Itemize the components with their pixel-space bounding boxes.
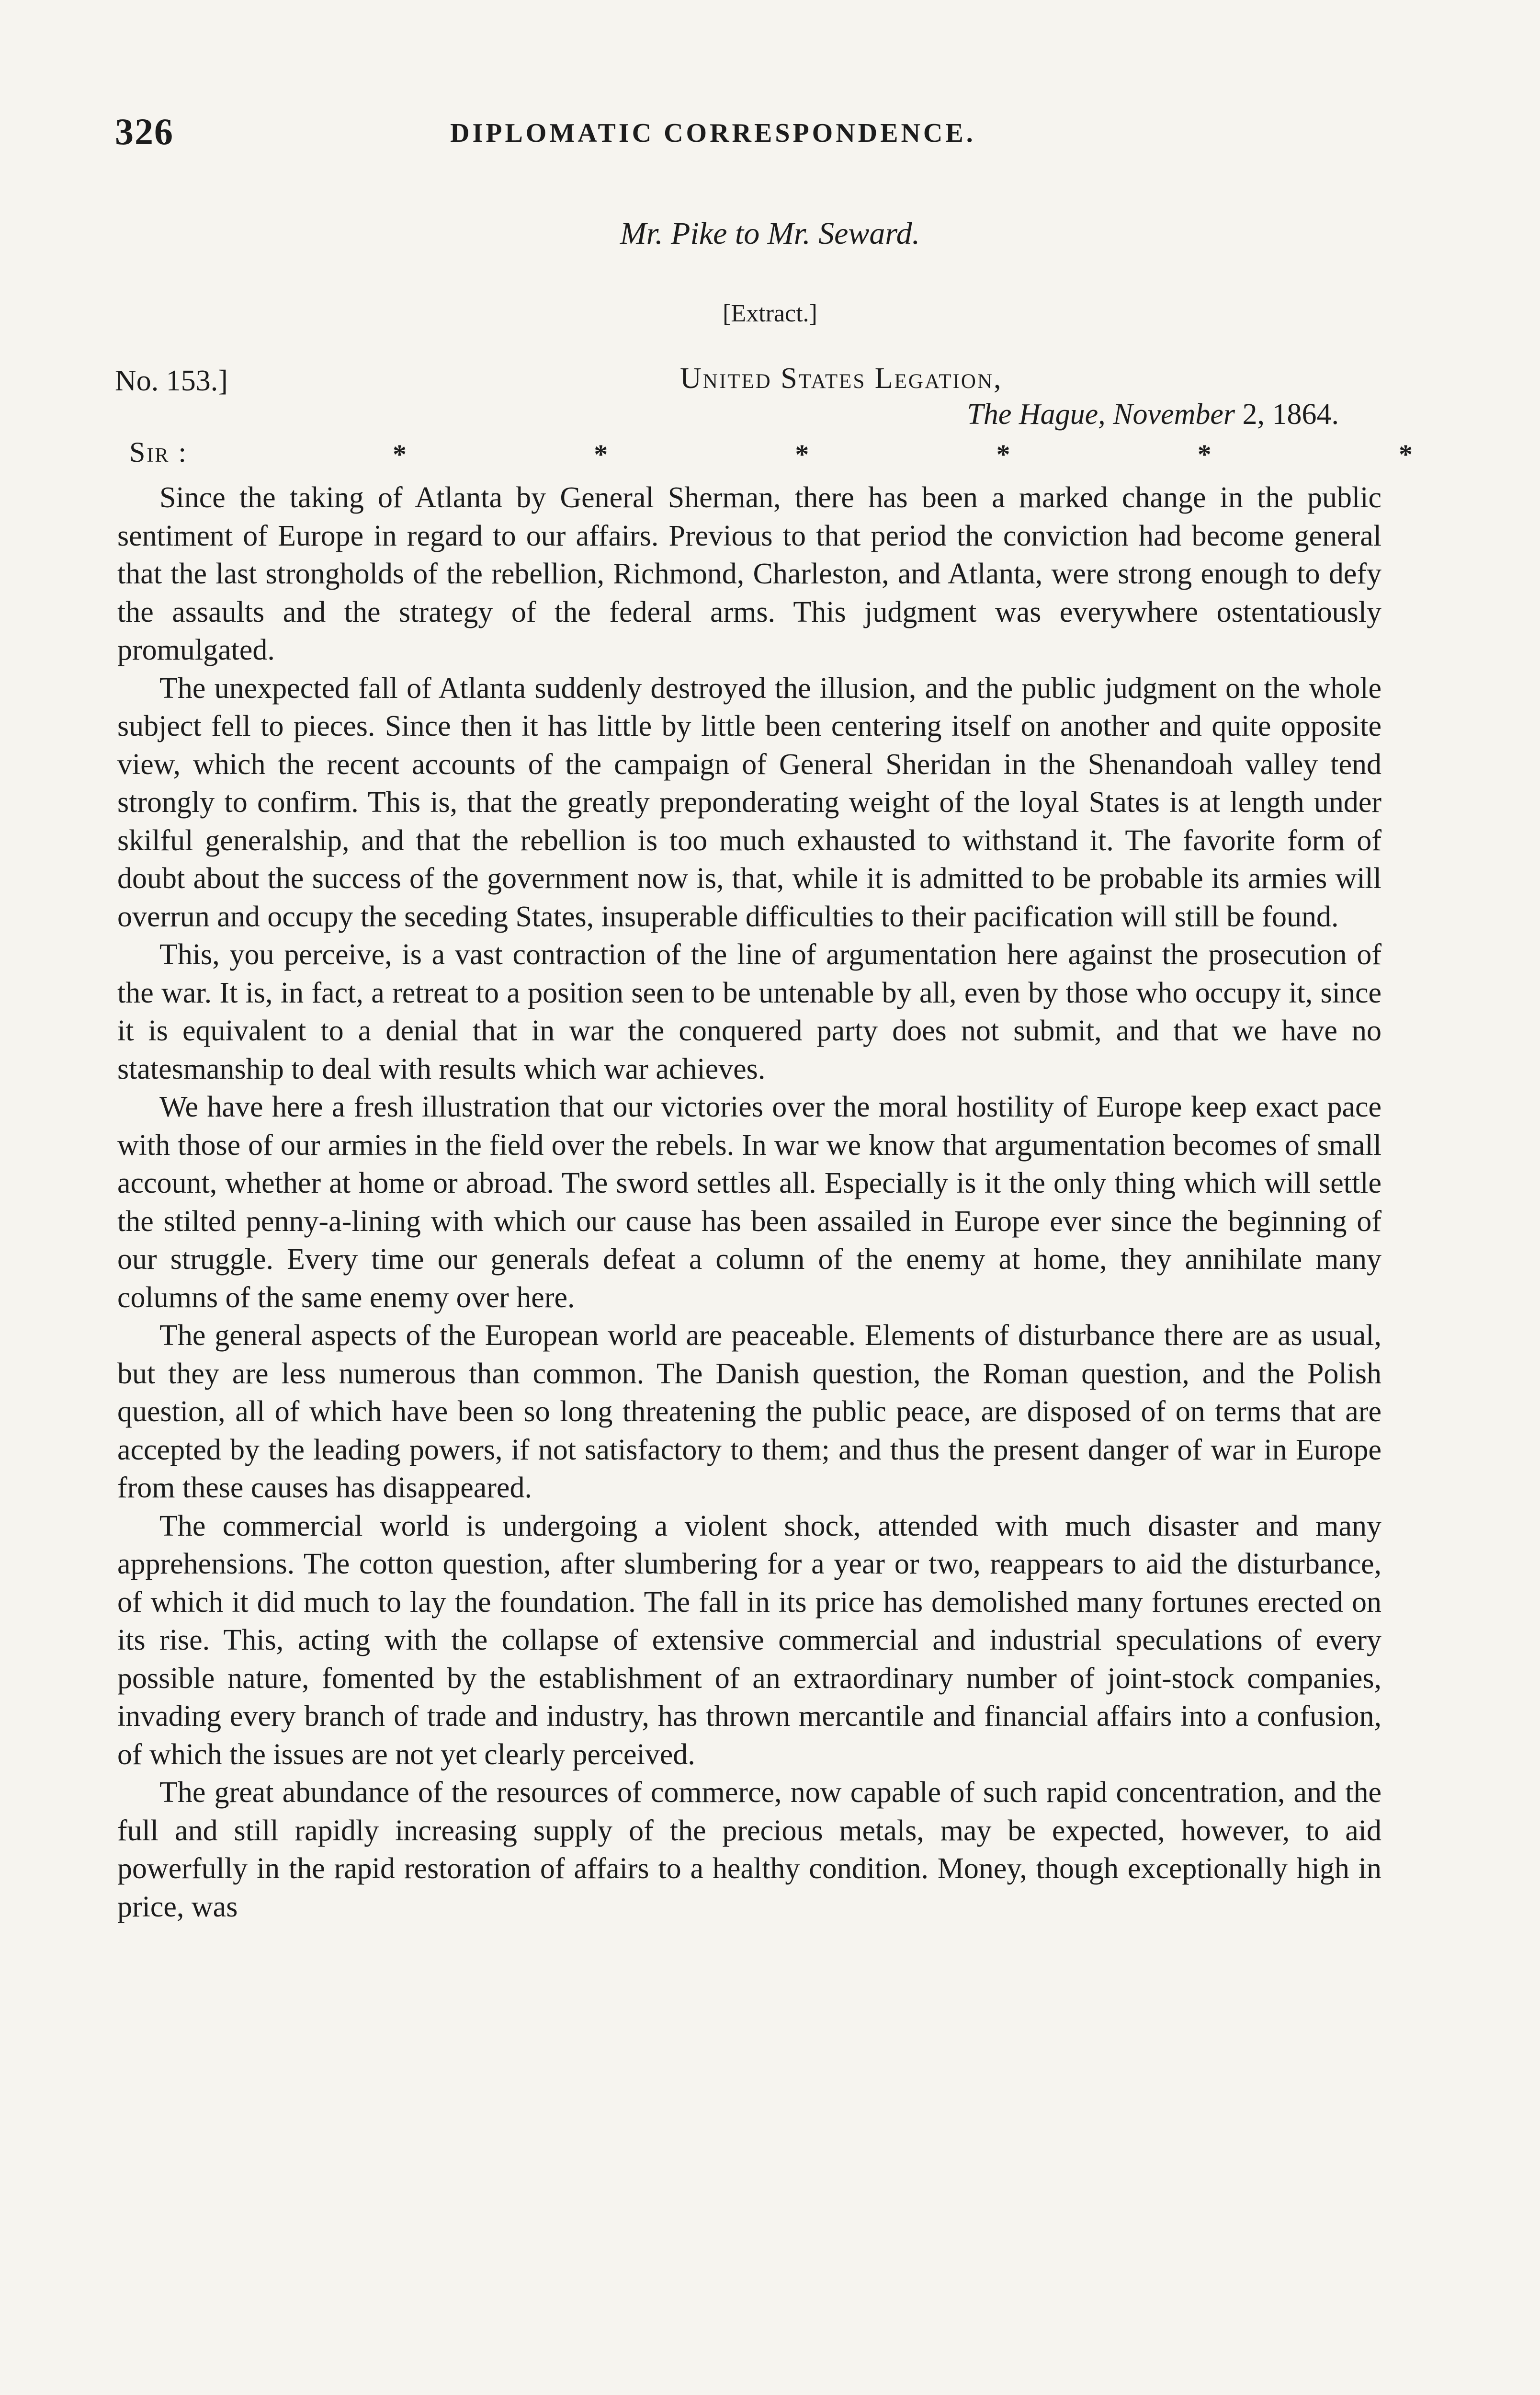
date-rest: 2, 1864.	[1235, 398, 1339, 431]
paragraph: Since the taking of Atlanta by General Sherman, there has been a marked change in the public sentiment of Europe in regard to our affairs. Previous to that period the conviction had become general that the last strongholds of the rebellion, Richmond, Charleston, and Atlanta, were strong enough to defy the assaults and the strategy of the federal arms. This judgment was everywhere ostentatiously promulgated.	[117, 481, 1381, 666]
letter-title: Mr. Pike to Mr. Seward.	[620, 216, 920, 251]
star: *	[1197, 439, 1212, 470]
star: *	[996, 439, 1010, 470]
letter-number: No. 153.]	[115, 365, 228, 397]
page-number: 326	[115, 111, 174, 152]
letter-body	[117, 479, 1381, 1926]
star: *	[393, 439, 407, 470]
ellipsis-stars	[393, 438, 1413, 470]
salutation: Sir :	[129, 436, 188, 468]
paragraph: The great abundance of the resources of commerce, now capable of such rapid concentration, and the full and still rapidly increasing supply of the precious metals, may be expected, however, to aid powerfully in the rapid restoration of affairs to a healthy condition. Money, though exceptionally high in price, was	[117, 1776, 1381, 1923]
place-date	[967, 398, 1339, 432]
paragraph: This, you perceive, is a vast contraction of the line of argumentation here against the prosecution of the war. It is, in fact, a retreat to a position seen to be untenable by all, even by those who occupy it, since it is equivalent to a denial that in war the conquered party does not submit, and that we have no statesmanship to deal with results which war achieves.	[117, 938, 1381, 1085]
paragraph: The commercial world is undergoing a violent shock, attended with much disaster and many apprehensions. The cotton question, after slumbering for a year or two, reappears to aid the disturbance, of which it did much to lay the foundation. The fall in its price has demolished many fortunes erected on its rise. This, acting with the collapse of extensive commercial and industrial speculations of every possible nature, fomented by the establishment of an extraordinary number of joint-stock companies, invading every branch of trade and industry, has thrown mercantile and financial affairs into a confusion, of which the issues are not yet clearly perceived.	[117, 1509, 1381, 1771]
paragraph: The unexpected fall of Atlanta suddenly destroyed the illusion, and the public judgment on the whole subject fell to pieces. Since then it has little by little been centering itself on another and quite opposite view, which the recent accounts of the campaign of General Sheridan in the Shenandoah valley tend strongly to confirm. This is, that the greatly preponderating weight of the loyal States is at length under skilful generalship, and that the rebellion is too much exhausted to withstand it. The favorite form of doubt about the success of the government now is, that, while it is admitted to be probable its armies will overrun and occupy the seceding States, insuperable difficulties to their pacification will still be found.	[117, 672, 1381, 933]
page-header	[115, 110, 1389, 168]
extract-note: [Extract.]	[723, 300, 817, 327]
running-head: DIPLOMATIC CORRESPONDENCE.	[450, 118, 976, 148]
star: *	[795, 439, 809, 470]
paragraph: The general aspects of the European world are peaceable. Elements of disturbance there are as usual, but they are less numerous than common. The Danish question, the Roman question, and the Polish question, all of which have been so long threatening the public peace, are disposed of on terms that are accepted by the leading powers, if not satisfactory to them; and thus the present danger of war in Europe from these causes has disappeared.	[117, 1319, 1381, 1504]
star: *	[1398, 439, 1413, 470]
paragraph: We have here a fresh illustration that our victories over the moral hostility of Europe keep exact pace with those of our armies in the field over the rebels. In war we know that argumentation becomes of small account, whether at home or abroad. The sword settles all. Especially is it the only thing which will settle the stilted penny-a-lining with which our cause has been assailed in Europe ever since the beginning of our struggle. Every time our generals defeat a column of the enemy at home, they annihilate many columns of the same enemy over here.	[117, 1091, 1381, 1314]
legation-heading: United States Legation,	[680, 362, 1003, 395]
star: *	[594, 439, 608, 470]
month: November	[1113, 398, 1235, 431]
place: The Hague,	[967, 398, 1106, 431]
